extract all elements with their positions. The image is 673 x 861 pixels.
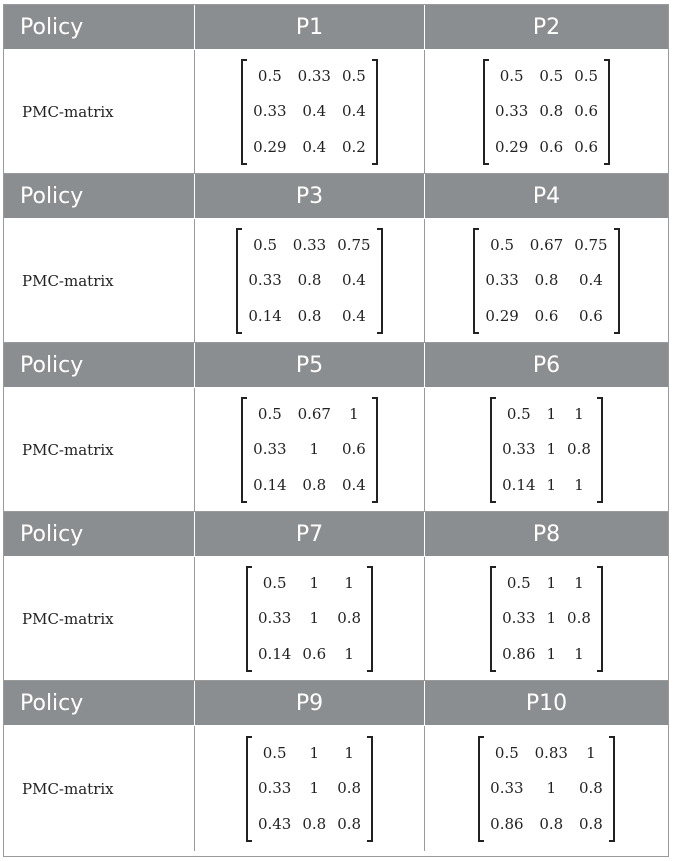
matrix-value: 0.33 bbox=[248, 271, 282, 290]
header-row bbox=[4, 681, 668, 726]
matrix-value: 0.5 bbox=[257, 67, 282, 86]
matrix-value: 0.5 bbox=[490, 236, 515, 255]
header-policy-label: Policy bbox=[4, 174, 195, 218]
matrix bbox=[478, 736, 615, 842]
matrix-value: 0.6 bbox=[341, 440, 366, 459]
matrix-value: 1 bbox=[546, 574, 557, 593]
header-row bbox=[4, 5, 668, 50]
matrix-value: 0.8 bbox=[302, 475, 327, 494]
matrix-cell-right bbox=[425, 388, 668, 511]
header-policy-left: P5 bbox=[195, 343, 425, 387]
right-bracket bbox=[597, 397, 603, 503]
left-bracket bbox=[483, 59, 489, 165]
right-bracket bbox=[604, 59, 610, 165]
matrix-cell-right bbox=[425, 50, 668, 173]
header-policy-right: P2 bbox=[532, 14, 561, 40]
matrix-value: 0.8 bbox=[578, 779, 603, 798]
matrix-value: 1 bbox=[546, 475, 557, 494]
matrix bbox=[490, 566, 603, 672]
matrix-value: 0.8 bbox=[297, 306, 322, 325]
matrix-value: 0.8 bbox=[302, 814, 327, 833]
header-policy-right: P4 bbox=[532, 183, 561, 209]
header-policy-left: P9 bbox=[195, 681, 425, 725]
matrix bbox=[246, 566, 373, 672]
matrix-value: 0.33 bbox=[257, 779, 292, 798]
matrix-value: 0.33 bbox=[490, 779, 524, 798]
left-bracket bbox=[246, 566, 252, 672]
matrix-cell-left bbox=[195, 50, 425, 173]
matrix-value: 1 bbox=[574, 405, 584, 424]
header-policy-left: P7 bbox=[195, 512, 425, 556]
matrix-value: 0.67 bbox=[297, 405, 331, 424]
matrix-value: 0.5 bbox=[257, 405, 282, 424]
matrix-value: 0.83 bbox=[534, 744, 568, 763]
matrix-value: 0.4 bbox=[302, 137, 327, 156]
matrix-value: 0.29 bbox=[494, 137, 529, 156]
matrix-value: 0.14 bbox=[248, 306, 282, 325]
matrix-value: 0.29 bbox=[253, 137, 287, 156]
matrix-value: 0.8 bbox=[539, 814, 564, 833]
matrix-value: 0.5 bbox=[253, 236, 278, 255]
matrix-value: 1 bbox=[349, 405, 359, 424]
matrix-value: 0.8 bbox=[337, 609, 362, 628]
matrix-value: 0.6 bbox=[534, 306, 559, 325]
matrix-value: 1 bbox=[309, 609, 320, 628]
matrix-value: 1 bbox=[546, 609, 557, 628]
matrix bbox=[246, 736, 373, 842]
right-bracket bbox=[367, 566, 373, 672]
matrix-value: 1 bbox=[546, 405, 557, 424]
matrix-value: 0.75 bbox=[574, 236, 608, 255]
matrix-value: 1 bbox=[574, 574, 584, 593]
matrix-value: 0.5 bbox=[499, 67, 524, 86]
matrix-value: 0.33 bbox=[485, 271, 519, 290]
matrix-value: 0.6 bbox=[574, 102, 599, 121]
matrix-value: 0.5 bbox=[574, 67, 599, 86]
matrix-value: 0.33 bbox=[502, 440, 536, 459]
left-bracket bbox=[241, 59, 247, 165]
header-policy-right: P6 bbox=[532, 352, 561, 378]
matrix-value: 0.33 bbox=[502, 609, 536, 628]
left-bracket bbox=[473, 228, 479, 334]
matrix-value: 0.14 bbox=[257, 644, 292, 663]
matrix-value: 0.8 bbox=[567, 609, 591, 628]
matrix-value: 1 bbox=[344, 744, 354, 763]
right-bracket bbox=[609, 736, 615, 842]
matrix-value: 1 bbox=[344, 644, 354, 663]
matrix-row bbox=[4, 50, 668, 174]
matrix-value: 1 bbox=[309, 744, 320, 763]
matrix-cell-left bbox=[195, 219, 425, 342]
header-policy-left: P1 bbox=[195, 5, 425, 49]
matrix-value: 0.75 bbox=[337, 236, 371, 255]
matrix-value: 1 bbox=[586, 744, 596, 763]
header-row bbox=[4, 174, 668, 219]
matrix-row bbox=[4, 219, 668, 343]
right-bracket bbox=[372, 59, 378, 165]
right-bracket bbox=[372, 397, 378, 503]
matrix-value: 1 bbox=[344, 574, 354, 593]
row-label: PMC-matrix bbox=[4, 726, 195, 851]
matrix-value: 0.4 bbox=[341, 102, 366, 121]
right-bracket bbox=[377, 228, 383, 334]
matrix-value: 0.8 bbox=[337, 814, 362, 833]
matrix-value: 0.14 bbox=[253, 475, 287, 494]
matrix-value: 0.86 bbox=[502, 644, 536, 663]
row-label: PMC-matrix bbox=[4, 557, 195, 680]
matrix-cell-left bbox=[195, 388, 425, 511]
matrix bbox=[473, 228, 619, 334]
matrix-value: 0.67 bbox=[529, 236, 564, 255]
header-policy-label: Policy bbox=[4, 343, 195, 387]
matrix-row bbox=[4, 388, 668, 512]
matrix-value: 0.6 bbox=[302, 644, 327, 663]
matrix-value: 0.8 bbox=[578, 814, 603, 833]
matrix-value: 1 bbox=[546, 779, 557, 798]
matrix-value: 0.8 bbox=[297, 271, 322, 290]
left-bracket bbox=[490, 397, 496, 503]
matrix-value: 0.5 bbox=[494, 744, 519, 763]
matrix-row bbox=[4, 726, 668, 851]
header-policy-right: P8 bbox=[532, 521, 561, 547]
matrix-value: 0.5 bbox=[341, 67, 366, 86]
matrix-cell-right bbox=[425, 726, 668, 851]
matrix-value: 0.4 bbox=[341, 306, 366, 325]
matrix-value: 0.4 bbox=[341, 475, 366, 494]
matrix-value: 0.5 bbox=[506, 574, 531, 593]
row-label: PMC-matrix bbox=[4, 388, 195, 511]
matrix-value: 0.5 bbox=[506, 405, 531, 424]
matrix-value: 0.4 bbox=[578, 271, 603, 290]
matrix-value: 0.33 bbox=[292, 236, 327, 255]
matrix-value: 1 bbox=[309, 440, 320, 459]
header-policy-right: P10 bbox=[525, 690, 568, 716]
matrix-value: 1 bbox=[309, 574, 320, 593]
matrix-value: 0.33 bbox=[297, 67, 331, 86]
left-bracket bbox=[236, 228, 242, 334]
matrix-value: 0.33 bbox=[253, 102, 287, 121]
header-policy-label: Policy bbox=[4, 512, 195, 556]
matrix-value: 0.43 bbox=[257, 814, 292, 833]
left-bracket bbox=[241, 397, 247, 503]
matrix-value: 1 bbox=[574, 644, 584, 663]
matrix-value: 0.6 bbox=[574, 137, 599, 156]
pmc-matrix-table bbox=[3, 4, 669, 857]
matrix bbox=[241, 397, 378, 503]
header-policy-left: P3 bbox=[195, 174, 425, 218]
left-bracket bbox=[478, 736, 484, 842]
matrix-row bbox=[4, 557, 668, 681]
matrix bbox=[241, 59, 378, 165]
header-policy-label: Policy bbox=[4, 5, 195, 49]
matrix-value: 0.5 bbox=[262, 574, 287, 593]
right-bracket bbox=[597, 566, 603, 672]
matrix-value: 0.4 bbox=[302, 102, 327, 121]
header-policy-label: Policy bbox=[4, 681, 195, 725]
matrix-value: 1 bbox=[546, 644, 557, 663]
matrix-value: 0.6 bbox=[539, 137, 564, 156]
matrix bbox=[236, 228, 382, 334]
matrix-value: 0.5 bbox=[262, 744, 287, 763]
matrix-value: 0.8 bbox=[534, 271, 559, 290]
matrix-value: 0.8 bbox=[567, 440, 591, 459]
matrix-value: 1 bbox=[574, 475, 584, 494]
matrix-value: 0.8 bbox=[539, 102, 564, 121]
matrix-value: 1 bbox=[546, 440, 557, 459]
matrix bbox=[483, 59, 610, 165]
matrix-value: 0.14 bbox=[502, 475, 536, 494]
header-row bbox=[4, 512, 668, 557]
header-row bbox=[4, 343, 668, 388]
right-bracket bbox=[367, 736, 373, 842]
matrix-cell-right bbox=[425, 219, 668, 342]
matrix-value: 0.6 bbox=[578, 306, 603, 325]
matrix-value: 1 bbox=[309, 779, 320, 798]
matrix-value: 0.5 bbox=[539, 67, 564, 86]
matrix-cell-left bbox=[195, 726, 425, 851]
matrix bbox=[490, 397, 603, 503]
matrix-value: 0.8 bbox=[337, 779, 362, 798]
matrix-cell-left bbox=[195, 557, 425, 680]
matrix-value: 0.2 bbox=[341, 137, 366, 156]
left-bracket bbox=[246, 736, 252, 842]
matrix-cell-right bbox=[425, 557, 668, 680]
matrix-value: 0.4 bbox=[341, 271, 366, 290]
matrix-value: 0.33 bbox=[494, 102, 529, 121]
row-label: PMC-matrix bbox=[4, 50, 195, 173]
matrix-value: 0.86 bbox=[490, 814, 524, 833]
row-label: PMC-matrix bbox=[4, 219, 195, 342]
right-bracket bbox=[614, 228, 620, 334]
matrix-value: 0.29 bbox=[485, 306, 519, 325]
matrix-value: 0.33 bbox=[253, 440, 287, 459]
matrix-value: 0.33 bbox=[257, 609, 292, 628]
left-bracket bbox=[490, 566, 496, 672]
